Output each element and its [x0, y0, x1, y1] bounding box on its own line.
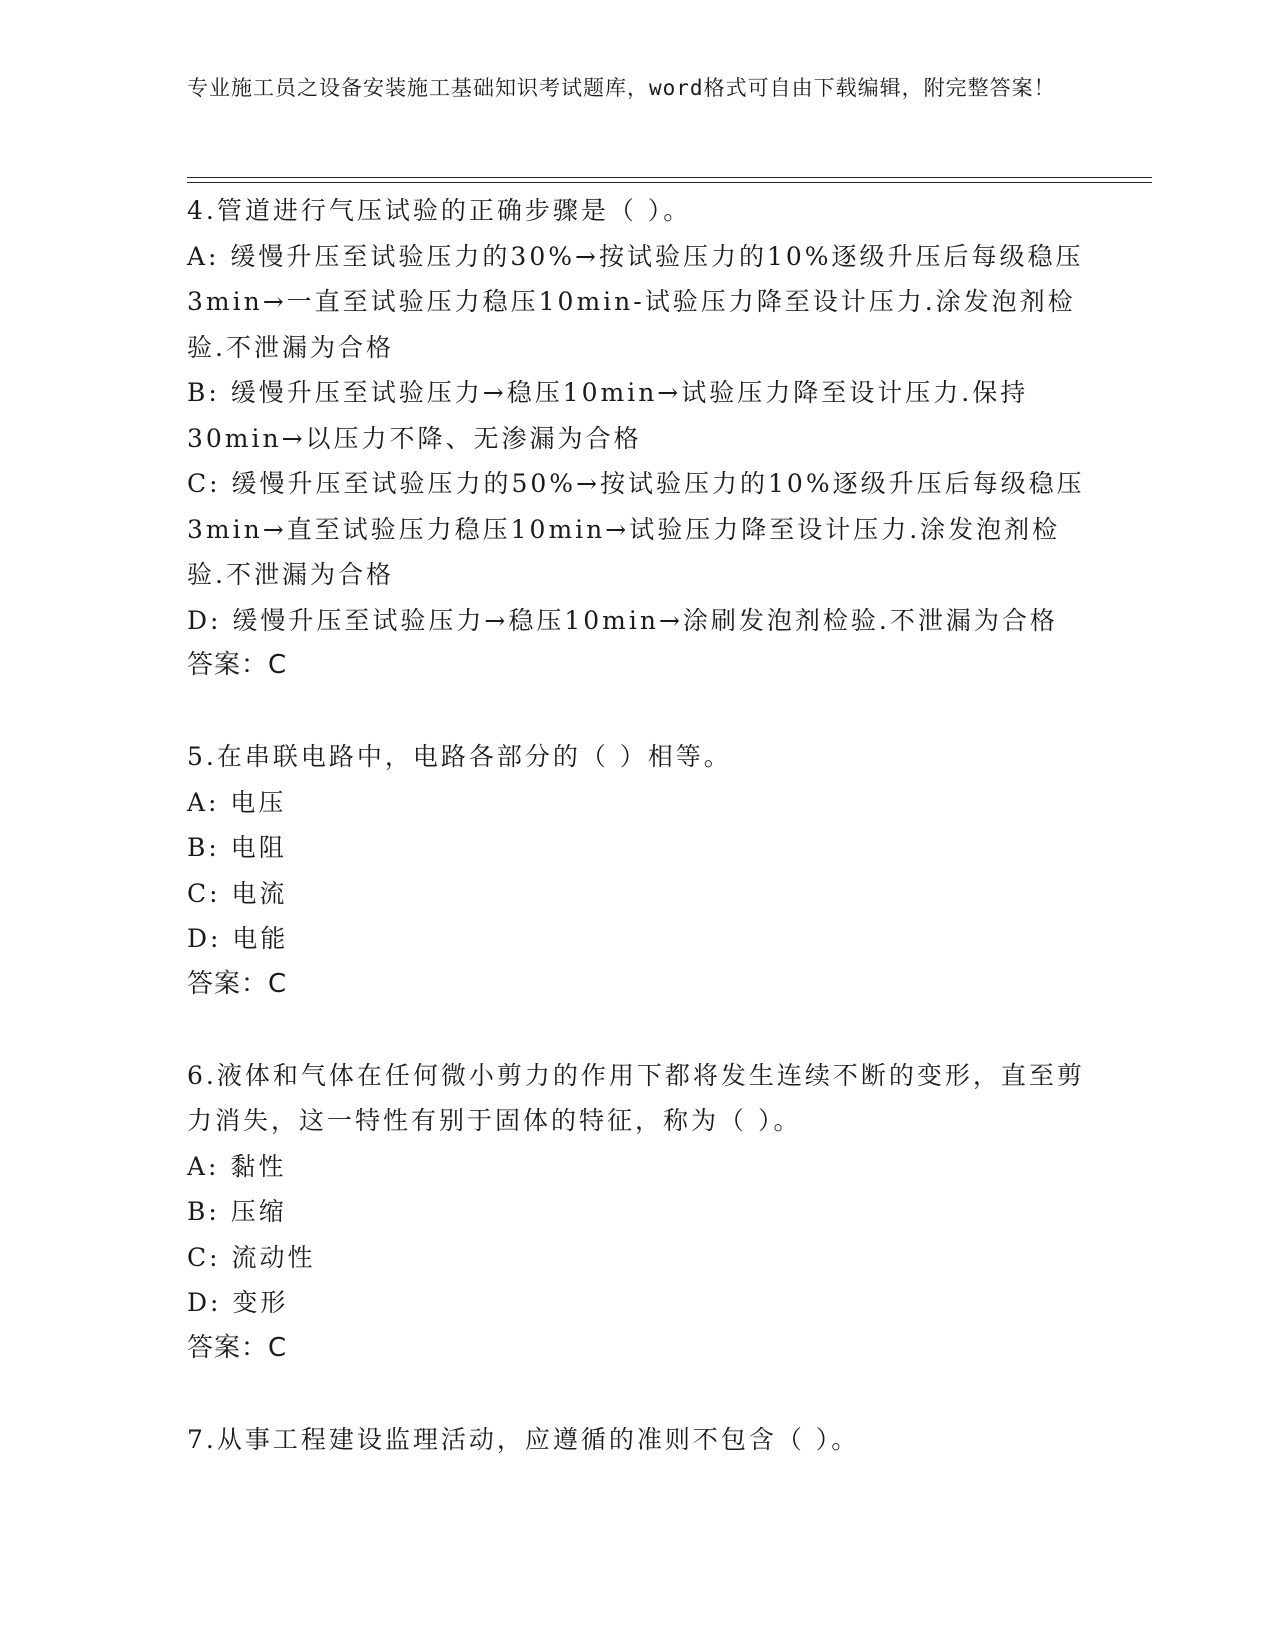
question-gap: [187, 1371, 1087, 1417]
option-b: B: 电阻: [187, 833, 287, 862]
page-header: 专业施工员之设备安装施工基础知识考试题库，word格式可自由下载编辑，附完整答案！: [187, 76, 1056, 100]
option-a: A: 电压: [187, 787, 287, 817]
header-divider-bottom: [187, 182, 1152, 183]
option-c: C: 缓慢升压至试验压力的50%→按试验压力的10%逐级升压后每级稳压3min→直至试验压力稳压10min→试验压力降至设计压力.涂发泡剂检验.不泄漏为合格: [187, 469, 1085, 589]
option-a: A: 缓慢升压至试验压力的30%→按试验压力的10%逐级升压后每级稳压3min→一直至试验压力稳压10min-试验压力降至设计压力.涂发泡剂检验.不泄漏为合格: [187, 241, 1084, 362]
header-divider-top: [187, 177, 1152, 178]
option-d: D: 电能: [187, 924, 289, 953]
question-stem: 6.液体和气体在任何微小剪力的作用下都将发生连续不断的变形，直至剪力消失，这一特性有别于固体的特征，称为（ ）。: [187, 1060, 1085, 1135]
option-b: B: 压缩: [187, 1197, 287, 1226]
answer: 答案：C: [187, 1332, 288, 1363]
option-b: B: 缓慢升压至试验压力→稳压10min→试验压力降至设计压力.保持30min→以压力不降、无渗漏为合格: [187, 378, 1029, 453]
option-a: A: 黏性: [187, 1151, 287, 1181]
answer: 答案：C: [187, 650, 288, 680]
answer: 答案：C: [187, 968, 288, 999]
question-5: [187, 734, 1087, 1007]
question-gap: [187, 689, 1087, 735]
question-4: [187, 188, 1087, 689]
option-c: C: 电流: [187, 878, 288, 908]
question-6: [187, 1053, 1087, 1372]
option-c: C: 流动性: [187, 1242, 316, 1272]
question-stem: 7.从事工程建设监理活动，应遵循的准则不包含（ ）。: [187, 1424, 860, 1454]
option-d: D: 变形: [187, 1288, 289, 1317]
option-d: D: 缓慢升压至试验压力→稳压10min→涂刷发泡剂检验.不泄漏为合格: [187, 605, 1058, 635]
question-stem: 4.管道进行气压试验的正确步骤是（ ）。: [187, 196, 692, 225]
question-list: [187, 188, 1087, 1462]
question-7: [187, 1417, 1087, 1463]
question-gap: [187, 1007, 1087, 1053]
question-stem: 5.在串联电路中，电路各部分的（ ）相等。: [187, 742, 732, 771]
